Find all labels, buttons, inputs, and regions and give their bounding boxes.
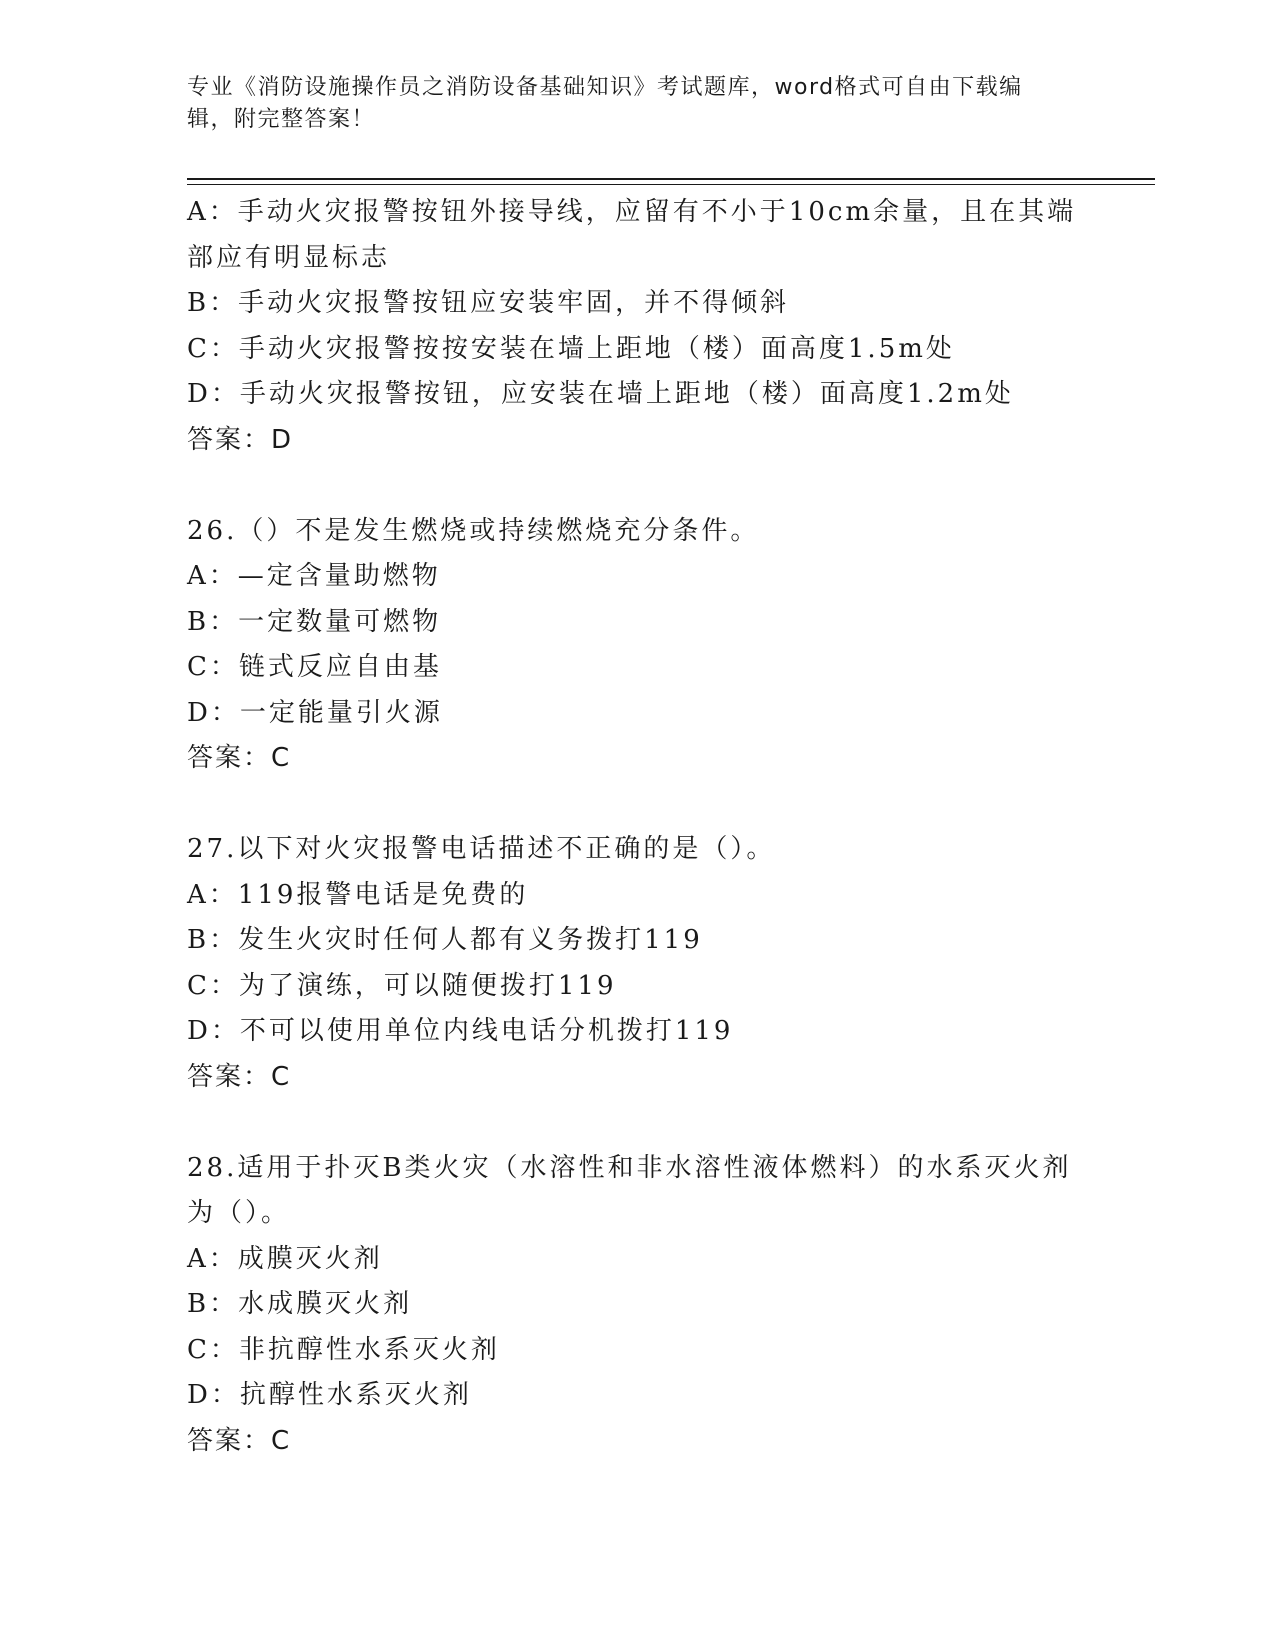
option-b: B：手动火灾报警按钮应安装牢固，并不得倾斜 <box>187 288 790 318</box>
option-d: D：手动火灾报警按钮，应安装在墙上距地（楼）面高度1.2m处 <box>187 379 1014 409</box>
question-text: 27.以下对火灾报警电话描述不正确的是（）。 <box>187 834 776 864</box>
question-text-line-1: 28.适用于扑灭B类火灾（水溶性和非水溶性液体燃料）的水系灭火剂 <box>187 1152 1072 1183</box>
document-header <box>187 72 1067 136</box>
spacer <box>187 463 1087 509</box>
option-a-line-2: 部应有明显标志 <box>187 242 391 273</box>
option-b: B：一定数量可燃物 <box>187 606 442 637</box>
header-divider-thick <box>187 178 1155 180</box>
option-a: A：成膜灭火剂 <box>187 1243 383 1274</box>
answer-label: 答案：C <box>187 1061 292 1092</box>
option-a: A：119报警电话是免费的 <box>187 879 529 910</box>
spacer <box>187 1100 1087 1146</box>
header-line-2: 辑，附完整答案！ <box>187 107 376 132</box>
answer-label: 答案：C <box>187 743 292 773</box>
question-27 <box>187 827 1087 1100</box>
spacer <box>187 782 1087 828</box>
question-26 <box>187 509 1087 782</box>
question-text-line-2: 为（）。 <box>187 1198 291 1228</box>
option-c: C：链式反应自由基 <box>187 652 442 682</box>
option-a: A：—定含量助燃物 <box>187 561 441 591</box>
answer-label: 答案：D <box>187 424 294 455</box>
answer-label: 答案：C <box>187 1425 292 1456</box>
option-c: C：手动火灾报警按按安装在墙上距地（楼）面高度1.5m处 <box>187 333 955 364</box>
question-list <box>187 190 1087 1464</box>
question-25-continued <box>187 190 1087 463</box>
option-a-line-1: A：手动火灾报警按钮外接导线，应留有不小于10cm余量，且在其端 <box>187 197 1077 227</box>
header-line-1: 专业《消防设施操作员之消防设备基础知识》考试题库，word格式可自由下载编 <box>187 75 1023 100</box>
option-c: C：非抗醇性水系灭火剂 <box>187 1334 500 1365</box>
option-d: D：一定能量引火源 <box>187 697 443 728</box>
option-b: B：发生火灾时任何人都有义务拨打119 <box>187 925 703 955</box>
option-d: D：抗醇性水系灭火剂 <box>187 1380 472 1410</box>
question-28 <box>187 1146 1087 1465</box>
question-text: 26.（）不是发生燃烧或持续燃烧充分条件。 <box>187 515 760 546</box>
option-b: B：水成膜灭火剂 <box>187 1289 413 1319</box>
header-divider-thin <box>187 184 1155 185</box>
option-c: C：为了演练，可以随便拨打119 <box>187 970 617 1001</box>
option-d: D：不可以使用单位内线电话分机拨打119 <box>187 1016 734 1046</box>
